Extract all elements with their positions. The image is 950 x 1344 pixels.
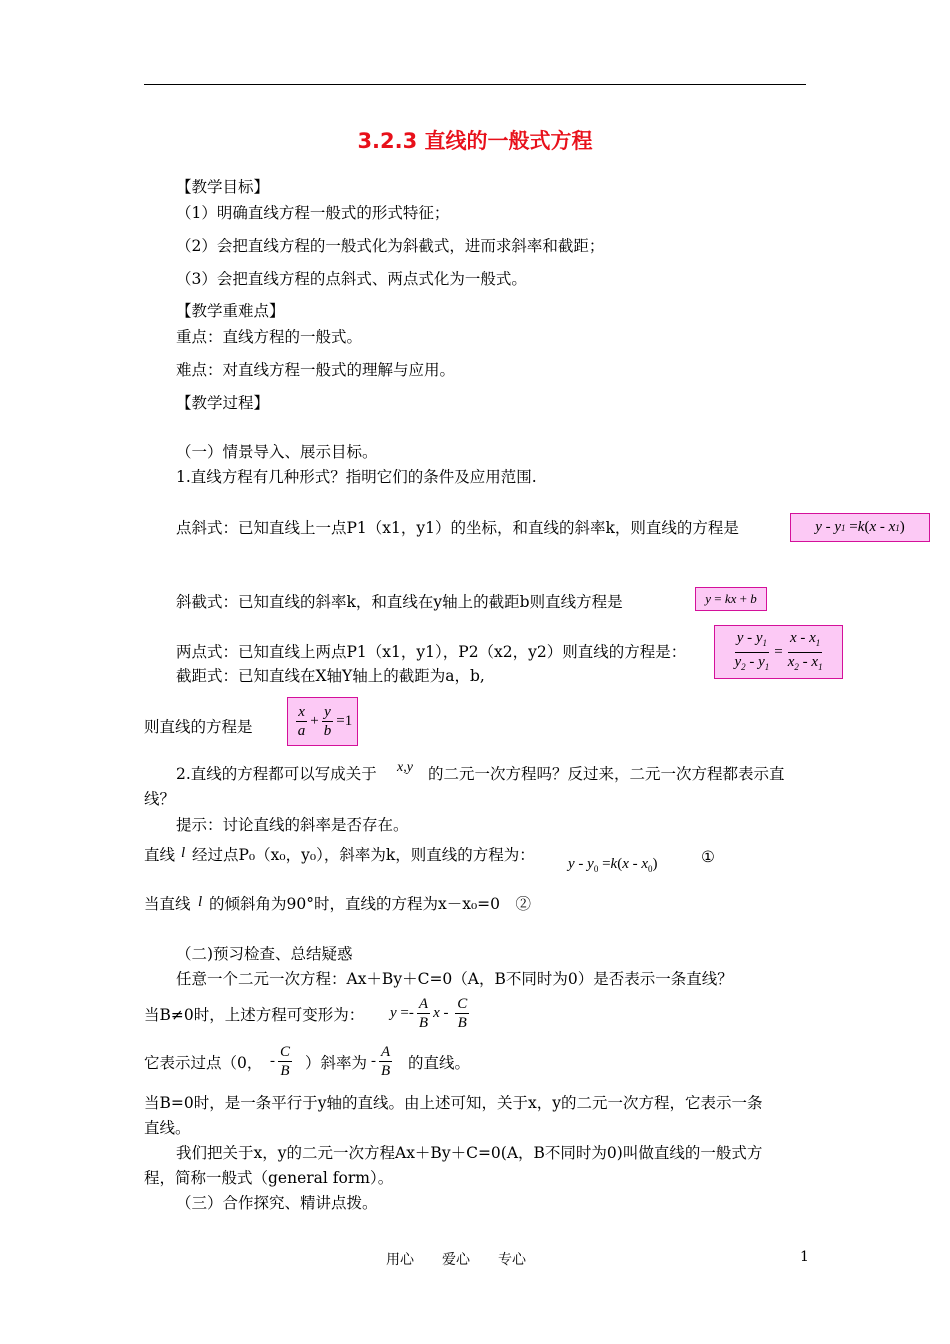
any-equation: 任意一个二元一次方程：Ax＋By＋C=0（A，B不同时为0）是否表示一条直线？ [176, 970, 733, 988]
var-l-2: l [198, 894, 203, 910]
point-slope-formula: y - y 1 = k ( x - x 1 ) [790, 513, 930, 542]
question-1: 1.直线方程有几种形式？指明它们的条件及应用范围. [176, 468, 537, 486]
goals-heading: 【教学目标】 [176, 178, 270, 196]
question-2b: 的二元一次方程吗？反过来，二元一次方程都表示直 [428, 765, 785, 783]
b-equal-zero-b: 直线。 [144, 1119, 191, 1137]
vertical-text-a: 当直线 [144, 895, 191, 913]
header-rule [144, 84, 806, 85]
goal-1: （1）明确直线方程一般式的形式特征； [176, 204, 450, 222]
slope-intercept-formula: y = kx + b [695, 587, 767, 611]
section-2: （二)预习检查、总结疑惑 [176, 945, 353, 963]
process-heading: 【教学过程】 [176, 394, 270, 412]
hard-point: 难点：对直线方程一般式的理解与应用。 [176, 361, 456, 379]
xy-vars: x,y [397, 760, 413, 775]
b-equal-zero-a: 当B=0时，是一条平行于y轴的直线。由上述可知，关于x，y的二元一次方程，它表示一条 [144, 1094, 763, 1112]
passes-text-a: 它表示过点（0， [144, 1054, 263, 1072]
two-point-text: 两点式：已知直线上两点P1（x1，y1），P2（x2，y2）则直线的方程是： [176, 643, 687, 661]
var-l: l [181, 845, 186, 861]
goal-2: （2）会把直线方程的一般式化为斜截式，进而求斜率和截距； [176, 237, 605, 255]
question-2c: 线？ [144, 790, 176, 808]
page-title: 3.2.3 直线的一般式方程 [357, 129, 593, 153]
intercept-text: 截距式：已知直线在X轴Y轴上的截距为a，b, [176, 667, 485, 685]
slope-form: y =- $\frac{A}{B}$ x - $\frac{C}{B}$ [390, 996, 468, 1031]
general-form-b: 程，简称一般式（general form）。 [144, 1169, 394, 1187]
footer-motto: 用心 爱心 专心 [386, 1252, 526, 1268]
line-l-text-a: 直线 [144, 846, 176, 864]
intercept-formula: $\frac{x}{a}$ + $\frac{y}{b}$ =1 [287, 697, 358, 746]
section-1: （一）情景导入、展示目标。 [176, 443, 378, 461]
goal-3: （3）会把直线方程的点斜式、两点式化为一般式。 [176, 270, 527, 288]
two-point-formula: $\frac{y - y_1}{y_2 - y_1}$ = $\frac{x - x_1}{x_2 - x_1}$ [714, 625, 843, 679]
point-slope-text: 点斜式：已知直线上一点P1（x1，y1）的坐标，和直线的斜率k，则直线的方程是 [176, 519, 739, 537]
page-number: 1 [800, 1249, 809, 1265]
slope-intercept-text: 斜截式：已知直线的斜率k，和直线在y轴上的截距b则直线方程是 [176, 593, 623, 611]
question-2a: 2.直线的方程都可以写成关于 [176, 765, 377, 783]
passes-text-c: 的直线。 [408, 1054, 471, 1072]
section-3: （三）合作探究、精讲点拨。 [176, 1194, 378, 1212]
equation-1: $y - y_0 =k(x - x_0)$ [568, 856, 658, 874]
intercept-point: - $\frac{C}{B}$ [270, 1044, 291, 1079]
intercept-text-2: 则直线的方程是 [144, 718, 253, 736]
equation-1-mark: ① [701, 848, 715, 866]
line-l-text-b: 经过点P₀（x₀，y₀），斜率为k，则直线的方程为： [192, 846, 535, 864]
general-form-a: 我们把关于x，y的二元一次方程Ax＋By＋C=0(A，B不同时为0)叫做直线的一般式方 [176, 1144, 763, 1162]
key-point: 重点：直线方程的一般式。 [176, 328, 363, 346]
b-not-zero: 当B≠0时，上述方程可变形为： [144, 1006, 365, 1024]
hint: 提示：讨论直线的斜率是否存在。 [176, 816, 409, 834]
vertical-text-b: 的倾斜角为90°时，直线的方程为x－x₀=0 ② [209, 895, 532, 913]
passes-text-b: ）斜率为 [305, 1054, 368, 1072]
slope-value: - $\frac{A}{B}$ [371, 1044, 391, 1079]
key-heading: 【教学重难点】 [176, 302, 285, 320]
